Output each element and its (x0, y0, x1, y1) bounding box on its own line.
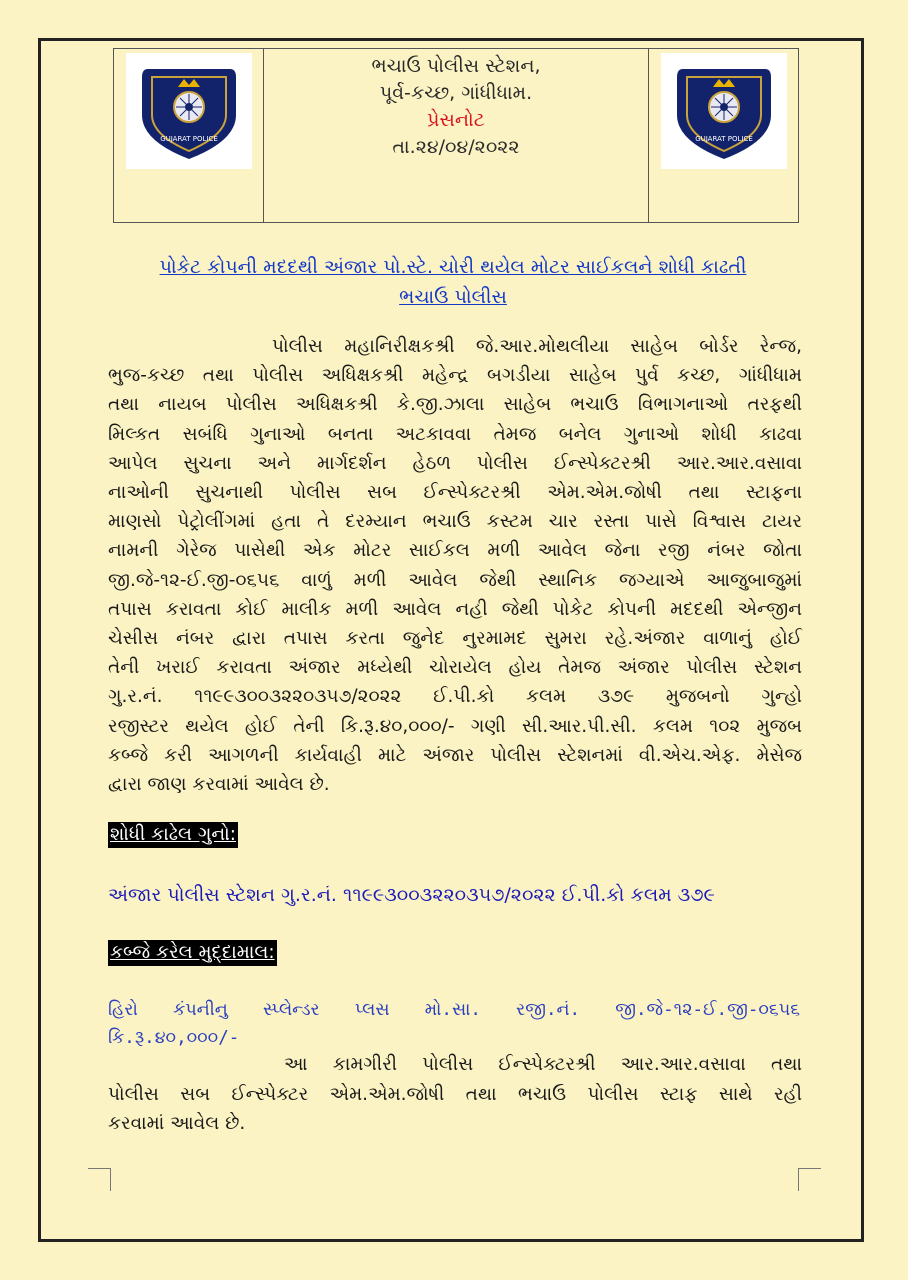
body-line: ચેસીસ નંબર દ્વારા તપાસ કરતા જુનેદ નુરમામદ સુમરા રહે.અંજાર વાળાનું હોઈ (108, 628, 802, 650)
press-note-label: પ્રેસનોટ (427, 109, 485, 131)
seized-property-line-2: કિ.રૂ.૪૦,૦૦૦/- (108, 1028, 240, 1048)
header-center (264, 49, 648, 222)
seized-property-heading: કબ્જે કરેલ મુદ્દામાલ: (108, 940, 277, 966)
police-badge-icon (134, 57, 244, 165)
closing-line: પોલીસ સબ ઈન્સ્પેક્ટર એમ.એમ.જોષી તથા ભચાઉ પોલીસ સ્ટાફ સાથે રહી (108, 1083, 802, 1105)
gujarat-police-logo-right (661, 53, 787, 169)
logo-left-label: GUJARAT POLICE (159, 135, 218, 143)
detected-crime-value: અંજાર પોલીસ સ્ટેશન ગુ.ર.નં. ૧૧૯૯૩૦૦૩૨૨૦૩૫૭/૨૦૨૨ ઈ.પી.કો કલમ ૩૭૯ (108, 884, 715, 906)
press-date: તા.૨૪/૦૪/૨૦૨૨ (392, 136, 520, 158)
gujarat-police-logo-left (126, 53, 252, 169)
seized-property-line-1: હિરો કંપનીનુ સ્પ્લેન્ડર પ્લસ મો.સા. રજી.નં. જી.જે-૧૨-ઈ.જી-૦૬૫૬ (108, 1000, 800, 1020)
logo-right-label: GUJARAT POLICE (694, 135, 753, 143)
logo-cell-left (114, 49, 264, 222)
police-badge-icon (669, 57, 779, 165)
seized-property-details (108, 996, 800, 1052)
body-paragraph (108, 332, 802, 799)
body-line: દ્વારા જાણ કરવામાં આવેલ છે. (108, 774, 330, 796)
body-line: તથા નાયબ પોલીસ અધિક્ષકશ્રી કે.જી.ઝાલા સાહેબ ભચાઉ વિભાગનાઓ તરફથી (108, 394, 802, 416)
district-name: પૂર્વ-કચ્છ, ગાંધીધામ. (379, 82, 533, 104)
body-line: રજીસ્ટર થયેલ હોઈ તેની કિ.રૂ.૪૦,૦૦૦/- ગણી સી.આર.પી.સી. કલમ ૧૦૨ મુજબ (108, 715, 802, 737)
margin-corner-mark-right (798, 1168, 821, 1191)
body-line: પોલીસ મહાનિરીક્ષકશ્રી જે.આર.મોથલીયા સાહેબ બોર્ડર રેન્જ, (272, 336, 802, 357)
body-line: જી.જે-૧૨-ઈ.જી-૦૬૫૬ વાળું મળી આવેલ જેથી સ્થાનિક જગ્યાએ આજુબાજુમાં (108, 569, 802, 591)
logo-cell-right (648, 49, 798, 222)
title-line-2: ભચાઉ પોલીસ (399, 286, 507, 308)
body-line: નાઓની સુચનાથી પોલીસ સબ ઈન્સ્પેક્ટરશ્રી એમ.એમ.જોષી તથા સ્ટાફના (108, 482, 802, 504)
header-table (113, 48, 799, 223)
station-name: ભચાઉ પોલીસ સ્ટેશન, (371, 55, 541, 77)
body-line: માણસો પેટ્રોલીંગમાં હતા તે દરમ્યાન ભચાઉ કસ્ટમ ચાર રસ્તા પાસે વિશ્વાસ ટાયર (108, 511, 802, 533)
body-line: તેની ખરાઈ કરાવતા અંજાર મધ્યેથી ચોરાયેલ હોય તેમજ અંજાર પોલીસ સ્ટેશન (108, 657, 802, 679)
body-line: ગુ.ર.નં. ૧૧૯૯૩૦૦૩૨૨૦૩૫૭/૨૦૨૨ ઈ.પી.કો કલમ ૩૭૯ મુજબનો ગુન્હો (108, 686, 802, 708)
body-line: ભુજ-કચ્છ તથા પોલીસ અધિક્ષકશ્રી મહેન્દ્ર બગડીયા સાહેબ પુર્વ કચ્છ, ગાંધીધામ (108, 365, 802, 387)
detected-crime-heading: શોધી કાઢેલ ગુનો: (108, 822, 238, 848)
closing-line: કરવામાં આવેલ છે. (108, 1113, 246, 1134)
body-line: મિલ્કત સબંધિ ગુનાઓ બનતા અટકાવવા તેમજ બનેલ ગુનાઓ શોધી કાઢવા (108, 423, 802, 445)
body-line: તપાસ કરાવતા કોઈ માલીક મળી આવેલ નહી જેથી પોકેટ કોપની મદદથી એન્જીન (108, 598, 802, 620)
closing-paragraph (108, 1050, 802, 1139)
press-note-title (60, 252, 846, 312)
title-line-1: પોકેટ કોપની મદદથી અંજાર પો.સ્ટે. ચોરી થયેલ મોટર સાઈકલને શોધી કાઢતી (159, 256, 747, 278)
margin-corner-mark-left (88, 1168, 111, 1191)
body-line: કબ્જે કરી આગળની કાર્યવાહી માટે અંજાર પોલીસ સ્ટેશનમાં વી.એચ.એફ. મેસેજ (108, 744, 802, 766)
closing-line: આ કામગીરી પોલીસ ઈન્સ્પેક્ટરશ્રી આર.આર.વસાવા તથા (284, 1054, 802, 1075)
body-line: આપેલ સુચના અને માર્ગદર્શન હેઠળ પોલીસ ઈન્સ્પેક્ટરશ્રી આર.આર.વસાવા (108, 452, 802, 474)
body-line: નામની ગેરેજ પાસેથી એક મોટર સાઈકલ મળી આવેલ જેના રજી નંબર જોતા (108, 540, 802, 562)
